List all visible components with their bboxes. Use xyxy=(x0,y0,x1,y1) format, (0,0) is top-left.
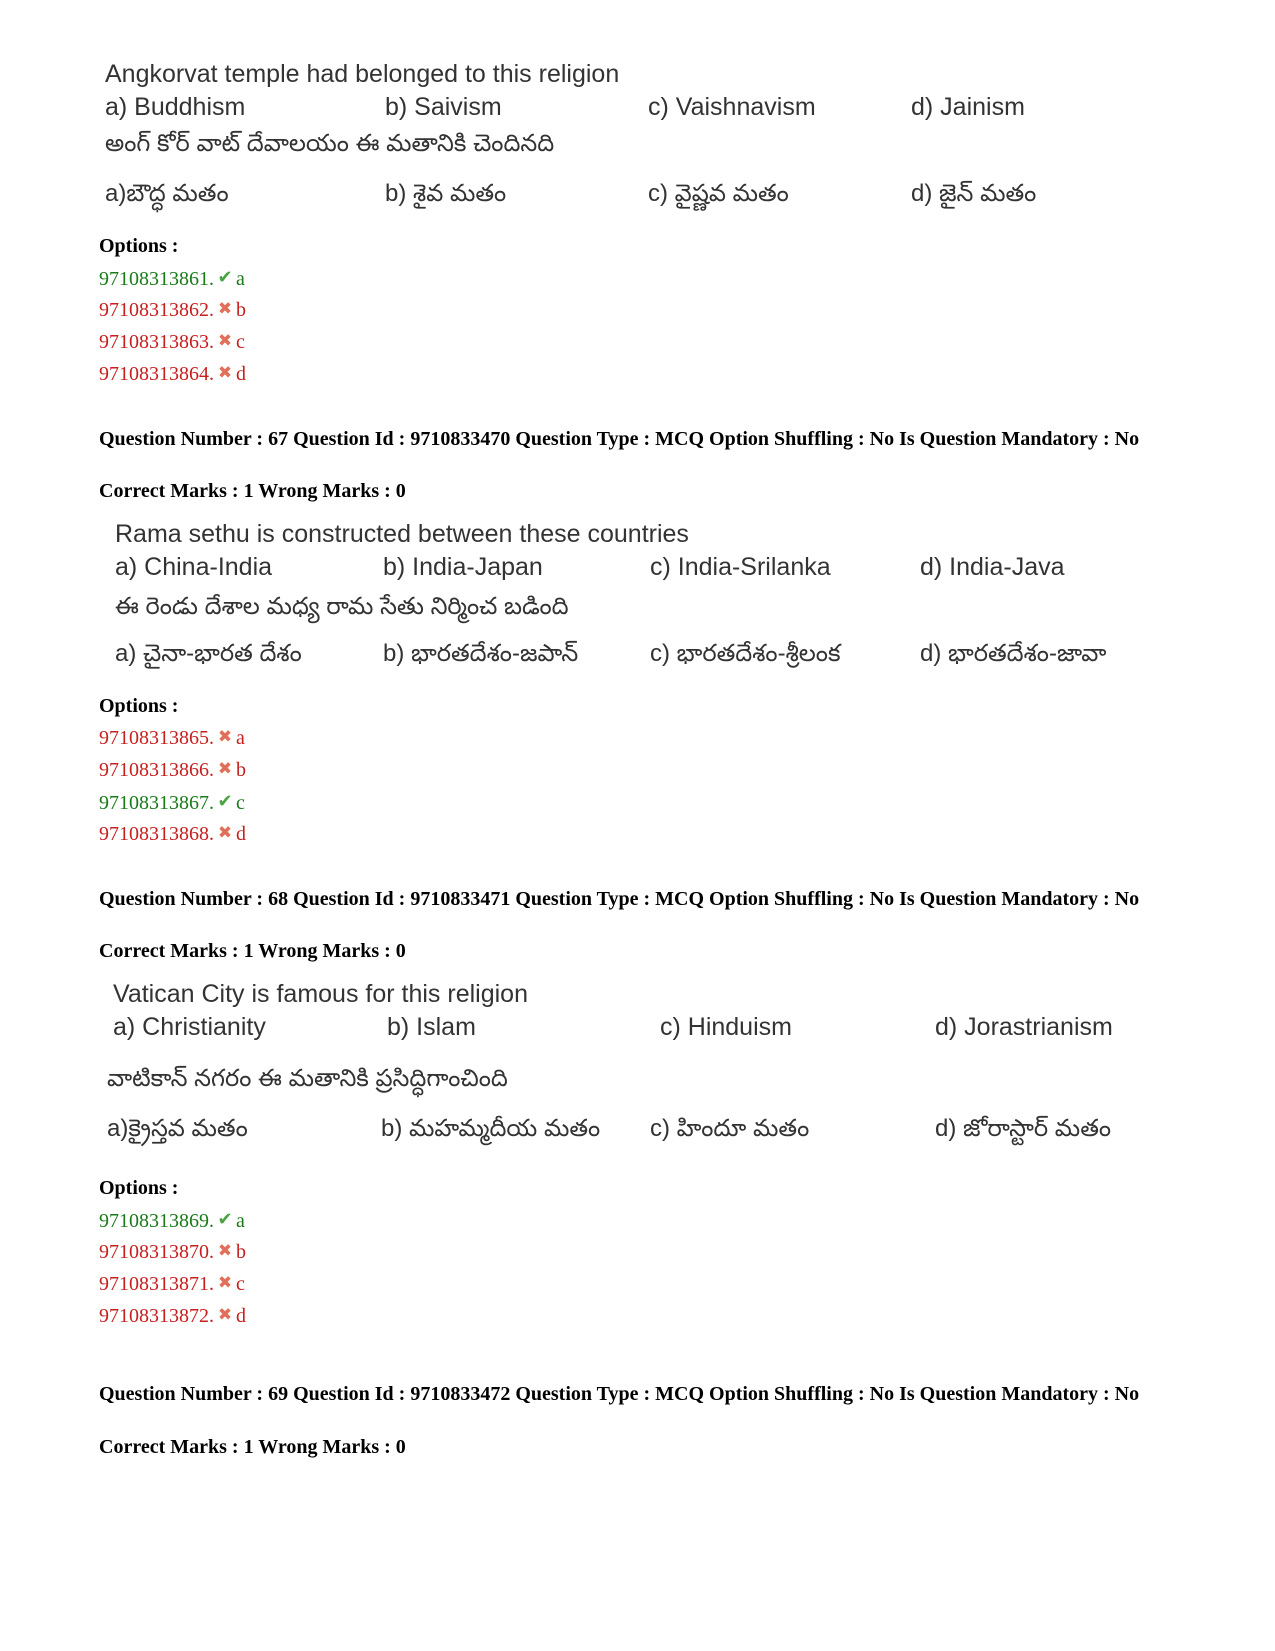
option-text-telugu-c: c) హిందూ మతం xyxy=(650,1115,810,1142)
question-image-67 xyxy=(105,515,1165,685)
option-text-telugu-a: a) చైనా-భారత దేశం xyxy=(115,640,302,667)
option-text-telugu-a: a)బౌద్ధ మతం xyxy=(105,180,229,207)
option-text-telugu-d: d) జోరాస్టార్ మతం xyxy=(935,1115,1112,1142)
option-text-b: b) Saivism xyxy=(385,93,502,121)
option-row: 97108313868. ✖ d xyxy=(99,823,246,845)
options-label: Options : xyxy=(99,235,179,257)
marks-line-69: Correct Marks : 1 Wrong Marks : 0 xyxy=(99,1436,406,1458)
option-row: 97108313864. ✖ d xyxy=(99,363,246,385)
question-header-68: Question Number : 68 Question Id : 9710833471 Question Type : MCQ Option Shuffling : No Is Question Mandatory : No xyxy=(99,888,1140,910)
option-text-telugu-d: d) జైన్ మతం xyxy=(911,180,1037,207)
option-row: 97108313866. ✖ b xyxy=(99,759,246,781)
question-header-67: Question Number : 67 Question Id : 9710833470 Question Type : MCQ Option Shuffling : No Is Question Mandatory : No xyxy=(99,428,1140,450)
question-text-english: Vatican City is famous for this religion xyxy=(113,980,528,1008)
option-row: 97108313870. ✖ b xyxy=(99,1241,246,1263)
option-text-c: c) Vaishnavism xyxy=(648,93,816,121)
cross-icon: ✖ xyxy=(217,363,233,382)
option-row: 97108313865. ✖ a xyxy=(99,727,245,749)
option-row: 97108313871. ✖ c xyxy=(99,1273,245,1295)
cross-icon: ✖ xyxy=(217,823,233,842)
option-row: 97108313872. ✖ d xyxy=(99,1305,246,1327)
option-text-telugu-d: d) భారతదేశం-జావా xyxy=(920,640,1107,667)
question-text-telugu: అంగ్ కోర్ వాట్ దేవాలయం ఈ మతానికి చెందినది xyxy=(105,130,555,157)
cross-icon: ✖ xyxy=(217,331,233,350)
options-label: Options : xyxy=(99,1177,179,1199)
question-image-66 xyxy=(95,55,1085,230)
option-text-b: b) India-Japan xyxy=(383,553,543,581)
option-text-telugu-b: b) భారతదేశం-జపాన్ xyxy=(383,640,579,667)
question-text-english: Rama sethu is constructed between these countries xyxy=(115,520,689,548)
check-icon: ✔ xyxy=(217,1209,233,1229)
question-text-english: Angkorvat temple had belonged to this religion xyxy=(105,60,620,88)
option-text-a: a) China-India xyxy=(115,553,273,581)
option-row: 97108313867. ✔ c xyxy=(99,791,245,814)
option-row: 97108313863. ✖ c xyxy=(99,331,245,353)
cross-icon: ✖ xyxy=(217,727,233,746)
option-text-d: d) Jainism xyxy=(911,93,1025,121)
question-text-telugu: ఈ రెండు దేశాల మధ్య రామ సేతు నిర్మించ బడింది xyxy=(115,593,569,620)
marks-line-67: Correct Marks : 1 Wrong Marks : 0 xyxy=(99,480,406,502)
option-text-telugu-c: c) వైష్ణవ మతం xyxy=(648,180,789,207)
check-icon: ✔ xyxy=(217,791,233,811)
option-text-d: d) India-Java xyxy=(920,553,1065,581)
option-text-a: a) Buddhism xyxy=(105,93,246,121)
cross-icon: ✖ xyxy=(217,299,233,318)
question-text-telugu: వాటికాన్ నగరం ఈ మతానికి ప్రసిద్ధిగాంచింది xyxy=(107,1065,508,1092)
option-row: 97108313869. ✔ a xyxy=(99,1209,245,1232)
option-text-c: c) Hinduism xyxy=(660,1013,792,1041)
option-text-telugu-b: b) మహమ్మదీయ మతం xyxy=(381,1115,601,1142)
question-header-69: Question Number : 69 Question Id : 9710833472 Question Type : MCQ Option Shuffling : No Is Question Mandatory : No xyxy=(99,1383,1140,1405)
option-text-telugu-c: c) భారతదేశం-శ్రీలంక xyxy=(650,640,841,667)
option-row: 97108313862. ✖ b xyxy=(99,299,246,321)
option-text-d: d) Jorastrianism xyxy=(935,1013,1113,1041)
option-text-b: b) Islam xyxy=(387,1013,476,1041)
option-text-a: a) Christianity xyxy=(113,1013,266,1041)
cross-icon: ✖ xyxy=(217,1241,233,1260)
check-icon: ✔ xyxy=(217,267,233,287)
marks-line-68: Correct Marks : 1 Wrong Marks : 0 xyxy=(99,940,406,962)
option-text-telugu-b: b) శైవ మతం xyxy=(385,180,507,207)
option-text-c: c) India-Srilanka xyxy=(650,553,831,581)
option-text-telugu-a: a)క్రైస్తవ మతం xyxy=(107,1115,248,1142)
option-row: 97108313861. ✔ a xyxy=(99,267,245,290)
cross-icon: ✖ xyxy=(217,759,233,778)
cross-icon: ✖ xyxy=(217,1305,233,1324)
cross-icon: ✖ xyxy=(217,1273,233,1292)
question-image-68 xyxy=(105,975,1155,1160)
options-label: Options : xyxy=(99,695,179,717)
